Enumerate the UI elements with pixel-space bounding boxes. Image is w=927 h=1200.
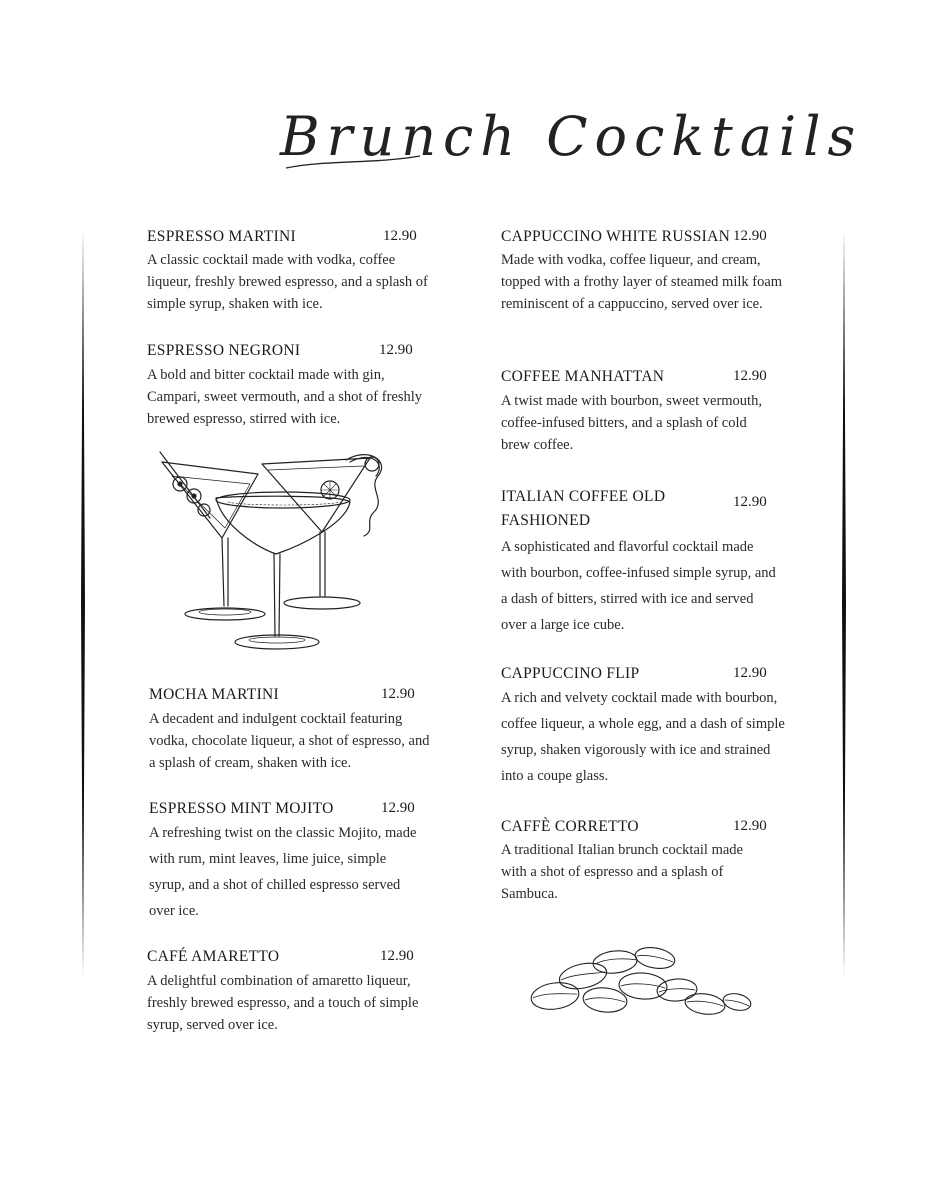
item-name: ITALIAN COFFEE OLD FASHIONED bbox=[501, 488, 666, 529]
item-description: A bold and bitter cocktail made with gin, Campari, sweet vermouth, and a shot of freshly brewed espresso, stirred with ice. bbox=[147, 367, 423, 427]
item-description: A twist made with bourbon, sweet vermouth, coffee-infused bitters, and a splash of cold brew coffee. bbox=[501, 393, 762, 453]
item-name: CAPPUCCINO FLIP bbox=[501, 665, 640, 682]
item-name: CAFÉ AMARETTO bbox=[147, 948, 280, 965]
item-price: 12.90 bbox=[733, 368, 767, 384]
cocktail-glasses-illustration bbox=[150, 446, 400, 656]
item-description: A decadent and indulgent cocktail featuring vodka, chocolate liqueur, a shot of espresso, and a splash of cream, shaken with ice. bbox=[149, 711, 430, 771]
item-description: A classic cocktail made with vodka, coffee liqueur, freshly brewed espresso, and a splash of simple syrup, shaken with ice. bbox=[147, 252, 428, 312]
item-description: A delightful combination of amaretto liqueur, freshly brewed espresso, and a touch of simple syrup, served over ice. bbox=[147, 973, 419, 1033]
item-name: COFFEE MANHATTAN bbox=[501, 368, 665, 385]
item-price: 12.90 bbox=[733, 494, 767, 510]
menu-item-coffee-manhattan bbox=[501, 368, 791, 458]
item-name: ESPRESSO NEGRONI bbox=[147, 342, 301, 359]
menu-item-cappuccino-white-russian bbox=[501, 228, 791, 338]
item-name: CAFFÈ CORRETTO bbox=[501, 818, 639, 835]
item-price: 12.90 bbox=[733, 228, 767, 244]
menu-item-espresso-mint-mojito bbox=[149, 800, 439, 925]
menu-item-italian-coffee-old-fashioned bbox=[501, 485, 791, 635]
item-price: 12.90 bbox=[381, 800, 415, 816]
item-price: 12.90 bbox=[381, 686, 415, 702]
menu-item-cappuccino-flip bbox=[501, 665, 791, 790]
right-divider-line bbox=[841, 228, 847, 978]
item-price: 12.90 bbox=[379, 342, 413, 358]
item-price: 12.90 bbox=[380, 948, 414, 964]
title-swash-decoration bbox=[284, 150, 424, 180]
item-name: ESPRESSO MARTINI bbox=[147, 228, 296, 245]
menu-item-cafe-amaretto bbox=[147, 948, 437, 1038]
item-price: 12.90 bbox=[733, 665, 767, 681]
item-description: A sophisticated and flavorful cocktail made with bourbon, coffee-infused simple syrup, and a dash of bitters, stirred with ice and served over a large ice cube. bbox=[501, 539, 776, 633]
menu-item-espresso-negroni bbox=[147, 342, 437, 432]
item-price: 12.90 bbox=[383, 228, 417, 244]
item-description: Made with vodka, coffee liqueur, and cream, topped with a frothy layer of steamed milk foam reminiscent of a cappuccino, served over ice. bbox=[501, 252, 783, 312]
menu-item-mocha-martini bbox=[149, 686, 439, 776]
item-name: MOCHA MARTINI bbox=[149, 686, 279, 703]
menu-item-caffe-corretto bbox=[501, 818, 791, 908]
item-price: 12.90 bbox=[733, 818, 767, 834]
item-name: CAPPUCCINO WHITE RUSSIAN bbox=[501, 228, 731, 245]
menu-item-espresso-martini bbox=[147, 228, 437, 318]
item-description: A traditional Italian brunch cocktail made with a shot of espresso and a splash of Sambuca. bbox=[501, 842, 743, 902]
coffee-beans-illustration bbox=[525, 944, 755, 1024]
item-description: A rich and velvety cocktail made with bourbon, coffee liqueur, a whole egg, and a dash of simple syrup, shaken vigorously with ice and strained into a coupe glass. bbox=[501, 690, 785, 784]
item-name: ESPRESSO MINT MOJITO bbox=[149, 800, 334, 817]
item-description: A refreshing twist on the classic Mojito, made with rum, mint leaves, lime juice, simple syrup, and a shot of chilled espresso served over ice. bbox=[149, 825, 417, 919]
menu-title: Brunch Cocktails bbox=[280, 105, 863, 168]
left-divider-line bbox=[80, 228, 86, 978]
